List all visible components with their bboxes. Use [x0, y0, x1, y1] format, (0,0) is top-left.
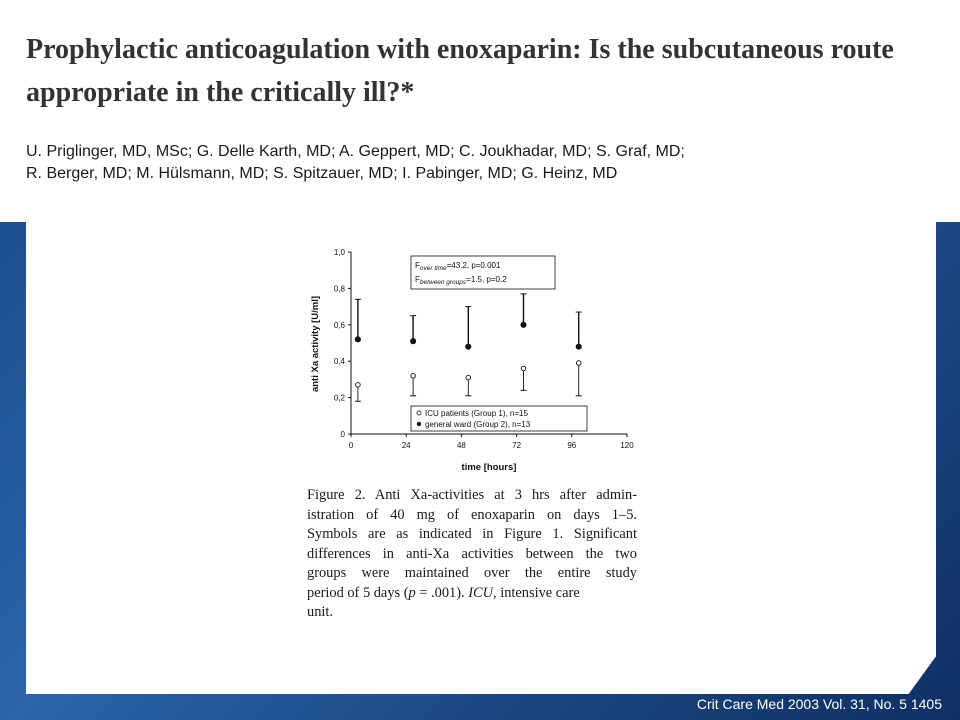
caption-line: istration of 40 mg of enoxaparin on days 1–5. — [307, 506, 637, 523]
x-tick-label: 72 — [512, 441, 522, 450]
stats-box — [411, 256, 555, 289]
stats-line-between-groups: $F_{between groups}=1.5$, p=0.2 — [415, 275, 507, 286]
paper-authors — [26, 141, 926, 185]
data-point-group-1 — [466, 375, 471, 380]
legend-marker-open-circle — [417, 411, 421, 415]
caption-line: Symbols are as indicated in Figure 1. Significant — [307, 526, 637, 542]
y-tick-label: 0,2 — [333, 393, 345, 403]
footer-citation: Crit Care Med 2003 Vol. 31, No. 5 1405 — [696, 696, 942, 712]
legend-marker-filled-circle — [417, 422, 421, 426]
x-tick-label: 0 — [348, 441, 354, 450]
data-point-group-2 — [411, 339, 416, 344]
x-tick-label: 96 — [567, 441, 577, 450]
data-series — [355, 294, 582, 401]
y-tick-label: 1,0 — [333, 248, 345, 257]
data-point-group-1 — [411, 373, 416, 378]
data-point-group-2 — [466, 344, 471, 349]
y-axis-label: anti Xa activity [U/ml] — [310, 295, 321, 393]
caption-line — [307, 584, 637, 604]
authors-line: U. Priglinger, MD, MSc; G. Delle Karth, MD; A. Geppert, MD; C. Joukhadar, MD; S. Graf, MD; — [26, 143, 685, 160]
y-tick-label: 0 — [340, 430, 345, 439]
caption-line: unit. — [307, 604, 333, 620]
x-tick-label: 120 — [620, 441, 634, 450]
x-axis-label: time [hours] — [461, 462, 517, 473]
data-point-group-2 — [521, 322, 526, 327]
y-axis — [310, 252, 351, 434]
stats-line-over-time: $F_{over time}=43.2$, p=0.001 — [415, 261, 501, 272]
data-point-group-2 — [355, 337, 360, 342]
data-point-group-1 — [521, 366, 526, 371]
caption-fragment: , intensive care — [493, 584, 580, 601]
caption-p-value-symbol: p — [408, 584, 416, 601]
paper-title: Prophylactic anticoagulation with enoxaparin: Is the subcutaneous route appropriate in the critically ill?* — [26, 34, 894, 108]
figure-caption — [307, 486, 637, 623]
y-tick-label: 0,6 — [333, 320, 345, 330]
caption-fragment: period of 5 days ( — [307, 584, 409, 601]
legend-entry: ICU patients (Group 1), n=15 — [425, 409, 528, 418]
caption-fragment: = .001). — [415, 584, 469, 601]
x-tick-label: 48 — [456, 441, 466, 450]
data-point-group-2 — [576, 344, 581, 349]
authors-line: R. Berger, MD; M. Hülsmann, MD; S. Spitzauer, MD; I. Pabinger, MD; G. Heinz, MD — [26, 165, 618, 182]
caption-line: groups were maintained over the entire study — [307, 565, 637, 581]
caption-line: differences in anti-Xa activities between the two — [307, 545, 637, 562]
caption-icu-abbrev: ICU — [468, 584, 493, 601]
x-tick-label: 24 — [401, 441, 411, 450]
y-tick-label: 0,4 — [333, 357, 345, 367]
chart-legend — [411, 406, 587, 431]
caption-line: Figure 2. Anti Xa-activities at 3 hrs after admin- — [307, 487, 637, 503]
y-tick-label: 0,8 — [333, 284, 345, 294]
legend-entry: general ward (Group 2), n=13 — [425, 420, 531, 429]
paper-header — [0, 0, 960, 222]
data-point-group-1 — [576, 361, 581, 366]
data-point-group-1 — [356, 383, 361, 388]
x-axis — [348, 434, 627, 473]
figure-chart — [300, 238, 650, 480]
